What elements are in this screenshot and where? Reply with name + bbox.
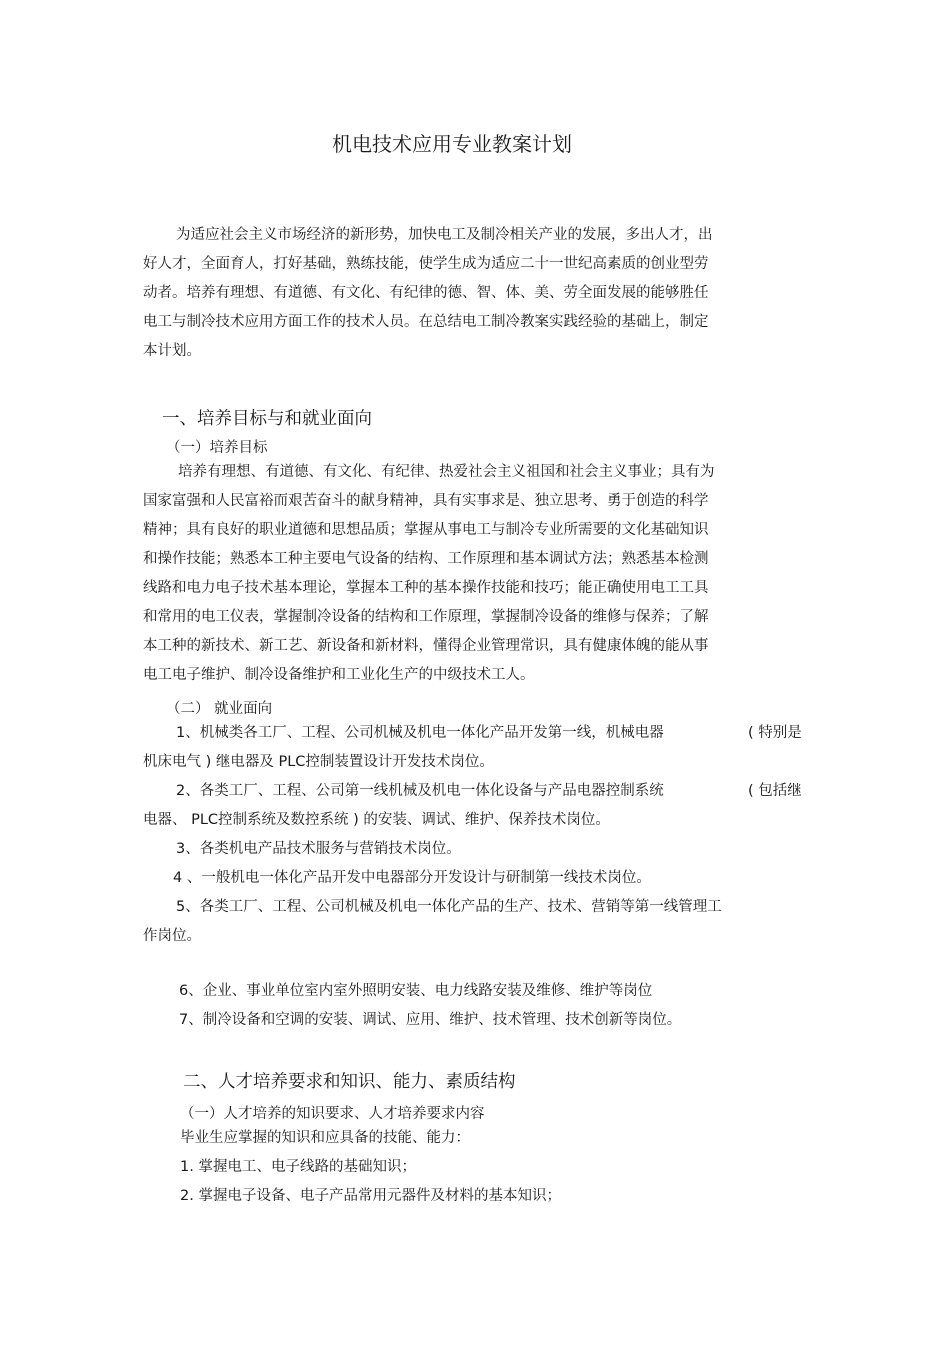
employment-item: 6、企业、事业单位室内室外照明安装、电力线路安装及维修、维护等岗位 bbox=[179, 983, 653, 999]
goal-line: 和操作技能；熟悉本工种主要电气设备的结构、工作原理和基本调试方法；熟悉基本检测 bbox=[143, 551, 709, 567]
employment-item: 3、各类机电产品技术服务与营销技术岗位。 bbox=[176, 841, 461, 857]
intro-line: 为适应社会主义市场经济的新形势，加快电工及制冷相关产业的发展，多出人才，出 bbox=[176, 227, 713, 243]
intro-line: 电工与制冷技术应用方面工作的技术人员。在总结电工制冷教案实践经验的基础上，制定 bbox=[143, 314, 709, 330]
intro-line: 本计划。 bbox=[143, 343, 201, 359]
intro-line: 动者。培养有理想、有道德、有文化、有纪律的德、智、体、美、劳全面发展的能够胜任 bbox=[143, 285, 709, 301]
employment-item-aside: ( 特别是 bbox=[748, 725, 802, 741]
goal-line: 精神；具有良好的职业道德和思想品质；掌握从事电工与制冷专业所需要的文化基础知识 bbox=[143, 522, 709, 538]
intro-line: 好人才，全面育人，打好基础，熟练技能，使学生成为适应二十一世纪高素质的创业型劳 bbox=[143, 256, 709, 272]
knowledge-item: 2. 掌握电子设备、电子产品常用元器件及材料的基本知识； bbox=[180, 1188, 561, 1204]
goal-line: 培养有理想、有道德、有文化、有纪律、热爱社会主义祖国和社会主义事业；具有为 bbox=[178, 464, 715, 480]
employment-item: 2、各类工厂、工程、公司第一线机械及机电一体化设备与产品电器控制系统 bbox=[176, 783, 664, 799]
employment-item: 7、制冷设备和空调的安装、调试、应用、维护、技术管理、技术创新等岗位。 bbox=[179, 1012, 682, 1028]
section1-sub2-heading: （二） 就业面向 bbox=[166, 701, 273, 717]
employment-item: 1、机械类各工厂、工程、公司机械及机电一体化产品开发第一线，机械电器 bbox=[176, 725, 664, 741]
goal-line: 本工种的新技术、新工艺、新设备和新材料，懂得企业管理常识，具有健康体魄的能从事 bbox=[143, 638, 709, 654]
employment-item: 作岗位。 bbox=[143, 928, 201, 944]
section1-heading: 一、培养目标与和就业面向 bbox=[162, 409, 372, 429]
goal-line: 国家富强和人民富裕而艰苦奋斗的献身精神，具有实事求是、独立思考、勇于创造的科学 bbox=[143, 493, 709, 509]
employment-item: 机床电气 ) 继电器及 PLC控制装置设计开发技术岗位。 bbox=[143, 754, 494, 770]
goal-line: 线路和电力电子技术基本理论，掌握本工种的基本操作技能和技巧；能正确使用电工工具 bbox=[143, 580, 709, 596]
document-title: 机电技术应用专业教案计划 bbox=[332, 132, 572, 156]
employment-item: 5、各类工厂、工程、公司机械及机电一体化产品的生产、技术、营销等第一线管理工 bbox=[176, 899, 722, 915]
employment-item: 4 、一般机电一体化产品开发中电器部分开发设计与研制第一线技术岗位。 bbox=[173, 870, 651, 886]
section1-sub1-heading: （一）培养目标 bbox=[166, 440, 268, 456]
section2-sub1-heading: （一）人才培养的知识要求、人才培养要求内容 bbox=[180, 1106, 485, 1122]
section2-lead: 毕业生应掌握的知识和应具备的技能、能力： bbox=[180, 1130, 470, 1146]
goal-line: 电工电子维护、制冷设备维护和工业化生产的中级技术工人。 bbox=[143, 667, 535, 683]
goal-line: 和常用的电工仪表，掌握制冷设备的结构和工作原理，掌握制冷设备的维修与保养；了解 bbox=[143, 609, 709, 625]
knowledge-item: 1. 掌握电工、电子线路的基础知识； bbox=[180, 1159, 416, 1175]
employment-item-aside: ( 包括继 bbox=[748, 783, 802, 799]
employment-item: 电器、 PLC控制系统及数控系统 ) 的安装、调试、维护、保养技术岗位。 bbox=[143, 812, 610, 828]
section2-heading: 二、人才培养要求和知识、能力、素质结构 bbox=[183, 1072, 516, 1092]
